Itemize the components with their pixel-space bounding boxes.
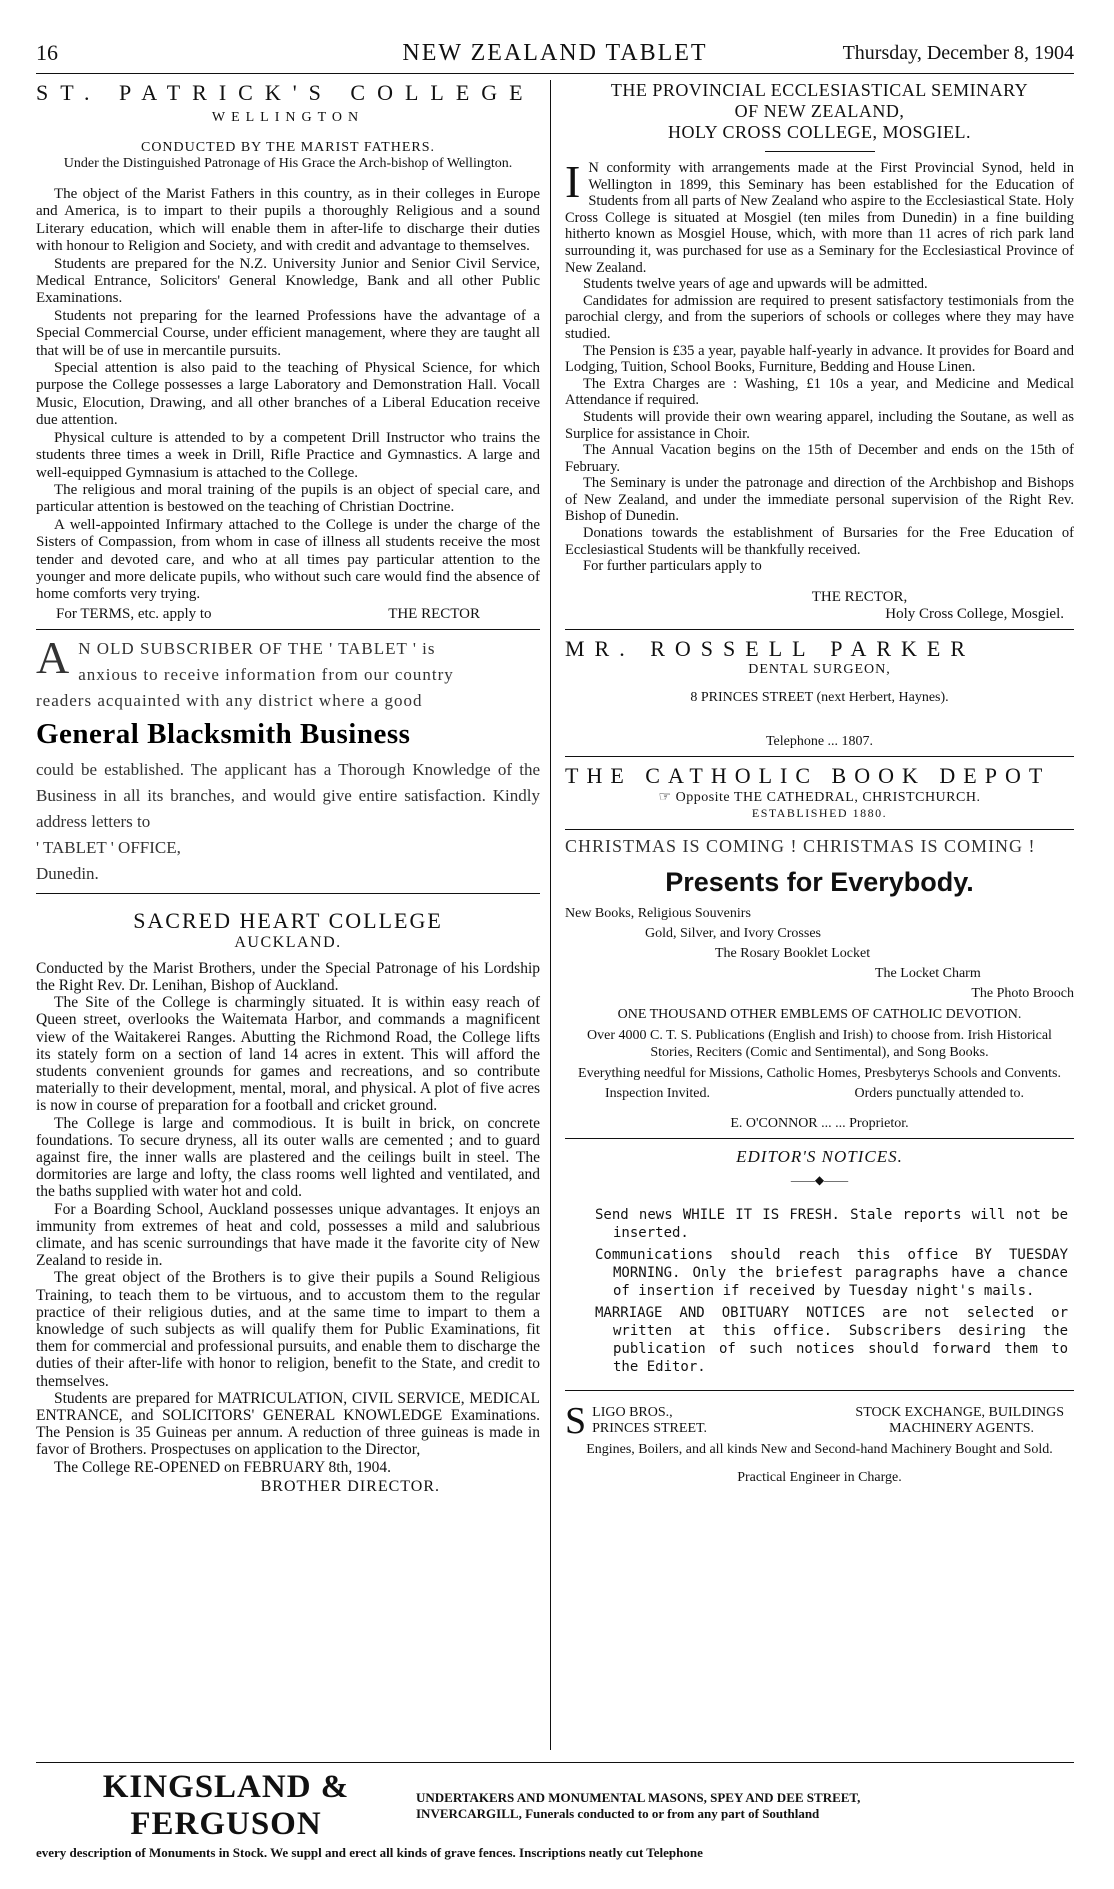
parker-address: 8 PRINCES STREET (next Herbert, Haynes).	[690, 689, 949, 705]
sacred-heart-subtitle: AUCKLAND.	[234, 933, 342, 951]
st-patricks-patronage: Under the Distinguished Patronage of His Grace the Arch-bishop of Wellington.	[63, 156, 513, 171]
divider	[36, 629, 540, 630]
paragraph: The Pension is £35 a year, payable half-yearly in advance. It provides for Board and Lodging, Tuition, School Books, Furniture, Bedding and House Linen.	[565, 342, 1074, 376]
paragraph: The Seminary is under the patronage and direction of the Archbishop and Bishops of New Zealand, and under the immediate personal supervision of the Right Rev. Bishop of Dunedin.	[565, 475, 1074, 525]
list-item: Gold, Silver, and Ivory Crosses	[645, 925, 821, 941]
book-depot-established: ESTABLISHED 1880.	[751, 805, 888, 820]
drop-cap: S	[565, 1399, 587, 1442]
st-patricks-ad	[36, 80, 540, 623]
editors-title: EDITOR'S NOTICES.	[736, 1146, 903, 1166]
footer-brand: KINGSLAND & FERGUSON	[102, 1769, 350, 1842]
publications-text: Over 4000 C. T. S. Publications (English and Irish) to choose from. Irish Historical Stories, Reciters (Comic and Sentimental), and Song Books.	[587, 1027, 1052, 1060]
paragraph: Candidates for admission are required to present satisfactory testimonials from the parochial clergy, and from the superiors of schools or colleges where they may have studied.	[565, 292, 1074, 342]
footer-ad	[36, 1762, 1074, 1861]
paragraph: The religious and moral training of the pupils is an object of special care, and particular attention is bestowed on the teaching of Christian Doctrine.	[36, 481, 540, 516]
parker-title: DENTAL SURGEON,	[748, 661, 891, 677]
book-depot-opposite: Opposite THE CATHEDRAL, CHRISTCHURCH.	[675, 789, 981, 805]
st-patricks-conducted: CONDUCTED BY THE MARIST FATHERS.	[140, 140, 435, 155]
business-heading: General Blacksmith Business	[36, 717, 411, 750]
paragraph: Students are prepared for MATRICULATION, CIVIL SERVICE, MEDICAL ENTRANCE, and SOLICITORS' GENERAL KNOWLEDGE Examinations. The Pension is 35 Guineas per annum. A reduction of three guineas is made in favor of Brothers. Prospectuses on application to the Director,	[36, 1389, 540, 1459]
right-column	[550, 80, 1074, 1750]
footer-line-1: UNDERTAKERS AND MONUMENTAL MASONS, SPEY AND DEE STREET,	[416, 1790, 861, 1805]
paragraph: Special attention is also paid to the teaching of Physical Science, for which purpose the College possesses a large Laboratory and Demonstration Hall. Vocall Music, Elocution, Drawing, and all other branches of a Liberal Education receive due attention.	[36, 360, 540, 429]
st-patricks-subheading: WELLINGTON	[211, 110, 365, 125]
os-line-1: N OLD SUBSCRIBER OF THE ' TABLET ' is	[78, 638, 436, 658]
divider	[565, 1390, 1074, 1391]
paragraph: Students will provide their own wearing apparel, including the Soutane, as well as Surplice for assistance in Choir.	[565, 408, 1074, 442]
seminary-title-2: OF NEW ZEALAND,	[734, 101, 905, 121]
parker-heading: MR. ROSSELL PARKER	[565, 635, 976, 661]
sligo-street: PRINCES STREET.	[592, 1420, 708, 1436]
paragraph: Students twelve years of age and upwards will be admitted.	[583, 276, 928, 293]
os-body: could be established. The applicant has a Thorough Knowledge of the Business in all its branches, and would give entire satisfaction. Kindly address letters to	[36, 759, 540, 831]
divider	[565, 629, 1074, 630]
os-line-3: readers acquainted with any district where a good	[36, 690, 423, 710]
sacred-heart-signature: BROTHER DIRECTOR.	[260, 1477, 440, 1495]
paragraph: For a Boarding School, Auckland possesses unique advantages. It enjoys an immunity from extremes of heat and cold, possesses a mild and salubrious climate, and has scenic surroundings that have made it the favorite city of New Zealand to reside in.	[36, 1200, 540, 1270]
paragraph: Students not preparing for the learned Professions have the advantage of a Special Commercial Course, under efficient management, where they are taught all that will be of use in mercantile pursuits.	[36, 307, 540, 359]
rector-text: THE RECTOR	[388, 605, 480, 622]
parker-ad	[565, 636, 1074, 750]
divider	[36, 893, 540, 894]
st-patricks-apply	[36, 606, 540, 623]
divider	[565, 829, 1074, 830]
os-office: ' TABLET ' OFFICE,	[36, 837, 181, 857]
paragraph: Conducted by the Marist Brothers, under the Special Patronage of his Lordship the Right Rev. Dr. Lenihan, Bishop of Auckland.	[36, 959, 540, 994]
paragraph: Donations towards the establishment of Bursaries for the Free Education of Ecclesiastical Students will be thankfully received.	[565, 525, 1074, 558]
issue-date: Thursday, December 8, 1904	[842, 42, 1074, 64]
paragraph: N conformity with arrangements made at the First Provincial Synod, held in Wellington in 1899, this Seminary has been established for the Education of Students from all parts of New Zealand who aspire to the Ecclesiastical State. Holy Cross College is situated at Mosgiel (ten miles from Dunedin) in a fine building hitherto known as Mosgiel House, which, with more than 11 acres of rich park land surrounding it, was purchased for use as a Seminary for the Ecclesiastical Province of New Zealand.	[565, 160, 1074, 276]
notices-list	[565, 1206, 1074, 1376]
notice-item: MARRIAGE AND OBITUARY NOTICES are not selected or written at this office. Subscribers desiring the publication of such notices should forward them to the Editor.	[595, 1304, 1068, 1375]
sligo-name: LIGO BROS.,	[592, 1404, 673, 1420]
st-patricks-heading: ST. PATRICK'S COLLEGE	[36, 80, 535, 105]
paragraph: The object of the Marist Fathers in this country, as in their colleges in Europe and America, is to impart to their pupils a thoroughly Religious and a sound Literary education, which will enable them in after-life to discharge their duties with honour to Religion and Society, and with credit and advantage to themselves.	[36, 186, 540, 255]
ornament-icon: ——◆——	[790, 1172, 849, 1187]
sligo-engineer: Practical Engineer in Charge.	[737, 1469, 902, 1485]
seminary-rector: THE RECTOR,	[811, 588, 908, 605]
emblems-text: ONE THOUSAND OTHER EMBLEMS OF CATHOLIC DEVOTION.	[617, 1006, 1022, 1022]
list-item: The Locket Charm	[875, 965, 981, 981]
paragraph: For further particulars apply to	[583, 558, 762, 575]
paragraph: Students are prepared for the N.Z. University Junior and Senior Civil Service, Medical Entrance, Solicitors' General Knowledge, Bank and all other Public Examinations.	[36, 255, 540, 307]
short-rule	[765, 151, 875, 152]
paragraph: The College is large and commodious. It is built in brick, on concrete foundations. To secure dryness, all its outer walls are cemented ; and to guard against fire, the inner walls are plastered and the ceilings built in steel. The dormitories are large and lofty, the class rooms well lighted and ventilated, and the baths supplied with water hot and cold.	[36, 1114, 540, 1201]
pointing-hand-icon: ☞	[658, 789, 672, 805]
paragraph: The Extra Charges are : Washing, £1 10s a year, and Medicine and Medical Attendance if required.	[565, 375, 1074, 409]
inspection-text: Inspection Invited.	[605, 1085, 710, 1101]
christmas-banner: CHRISTMAS IS COMING ! CHRISTMAS IS COMING !	[565, 835, 1036, 856]
footer-line-2: INVERCARGILL, Funerals conducted to or from any part of Southland	[416, 1806, 820, 1821]
page-number: 16	[36, 40, 58, 65]
apply-text: For TERMS, etc. apply to	[56, 605, 212, 622]
columns	[36, 80, 1074, 1750]
newspaper-title: NEW ZEALAND TABLET	[402, 40, 708, 66]
os-city: Dunedin.	[36, 863, 99, 883]
old-subscriber-ad	[36, 631, 540, 887]
paragraph: A well-appointed Infirmary attached to the College is under the charge of the Sisters of Compassion, from whom in case of illness all students receive the most tender and devoted care, and who at all times pay particular attention to the younger and more delicate pupils, who without such care would find the absence of home comforts very trying.	[36, 516, 540, 603]
paragraph: The Site of the College is charmingly situated. It is within easy reach of Queen street, overlooks the Waitemata Harbor, and commands a magnificent view of the Waitakerei Ranges. Abutting the Richmond Road, the College lifts its stately form on a section of land 14 acres in extent. This will afford the students convenient grounds for games and recreations, and so contribute materially to their development, mental, moral, and physical. A plot of five acres is now in course of preparation for a football and cricket ground.	[36, 994, 540, 1115]
list-item: The Photo Brooch	[971, 985, 1074, 1001]
seminary-ad	[565, 80, 1074, 623]
editors-notices	[565, 1147, 1074, 1376]
presents-heading: Presents for Everybody.	[665, 866, 974, 897]
sacred-heart-title: SACRED HEART COLLEGE	[133, 907, 443, 933]
orders-text: Orders punctually attended to.	[854, 1085, 1024, 1101]
notice-item: Communications should reach this office BY TUESDAY MORNING. Only the briefest paragraphs have a chance of insertion if received by Tuesday night's mails.	[595, 1246, 1068, 1299]
sacred-heart-ad	[36, 908, 540, 1496]
footer-line-3: every description of Monuments in Stock. We suppl and erect all kinds of grave fences. Inscriptions neatly cut Telephone	[36, 1845, 703, 1860]
divider	[565, 756, 1074, 757]
seminary-title-3: HOLY CROSS COLLEGE, MOSGIEL.	[667, 122, 972, 142]
list-item: The Rosary Booklet Locket	[715, 945, 871, 961]
sligo-body: Engines, Boilers, and all kinds New and Second-hand Machinery Bought and Sold.	[586, 1441, 1053, 1457]
book-depot-heading: THE CATHOLIC BOOK DEPOT	[565, 762, 1051, 788]
paragraph: The Annual Vacation begins on the 15th of December and ends on the 15th of February.	[565, 442, 1074, 475]
paragraph: The College RE-OPENED on FEBRUARY 8th, 1904.	[54, 1458, 391, 1476]
sligo-agents: MACHINERY AGENTS.	[889, 1420, 1034, 1436]
paragraph: The great object of the Brothers is to give their pupils a Sound Religious Training, to teach them to be virtuous, and to accustom them to the regular practice of their religious duties, and at the same time to impart to them a knowledge of such subjects as will qualify them for Public Examinations, fit them for commercial and professional pursuits, and enable them to discharge the duties of their after-life with honor to religion, benefit to the State, and credit to themselves.	[36, 1269, 540, 1390]
seminary-college: Holy Cross College, Mosgiel.	[885, 605, 1064, 622]
list-item: New Books, Religious Souvenirs	[565, 905, 751, 921]
os-line-2: anxious to receive information from our country	[78, 664, 454, 684]
drop-cap: I	[565, 156, 581, 207]
sligo-ad	[565, 1399, 1074, 1486]
inspection-row	[565, 1082, 1074, 1102]
paragraph: Physical culture is attended to by a competent Drill Instructor who trains the students three times a week in Drill, Rifle Practice and Gymnastics. A large and well-equipped Gymnasium is attached to the College.	[36, 429, 540, 481]
everything-text: Everything needful for Missions, Catholic Homes, Presbyterys Schools and Convents.	[578, 1065, 1061, 1081]
drop-cap: A	[36, 631, 71, 683]
parker-telephone: Telephone ... 1807.	[765, 733, 874, 749]
notice-item: Send news WHILE IT IS FRESH. Stale reports will not be inserted.	[595, 1206, 1068, 1241]
left-column	[36, 80, 550, 1750]
book-depot-proprietor: E. O'CONNOR ... ... Proprietor.	[730, 1115, 909, 1131]
sligo-exchange: STOCK EXCHANGE, BUILDINGS	[855, 1404, 1064, 1420]
divider	[565, 1138, 1074, 1139]
book-depot-ad	[565, 763, 1074, 1132]
seminary-title-1: THE PROVINCIAL ECCLESIASTICAL SEMINARY	[610, 80, 1029, 100]
masthead	[36, 40, 1074, 74]
